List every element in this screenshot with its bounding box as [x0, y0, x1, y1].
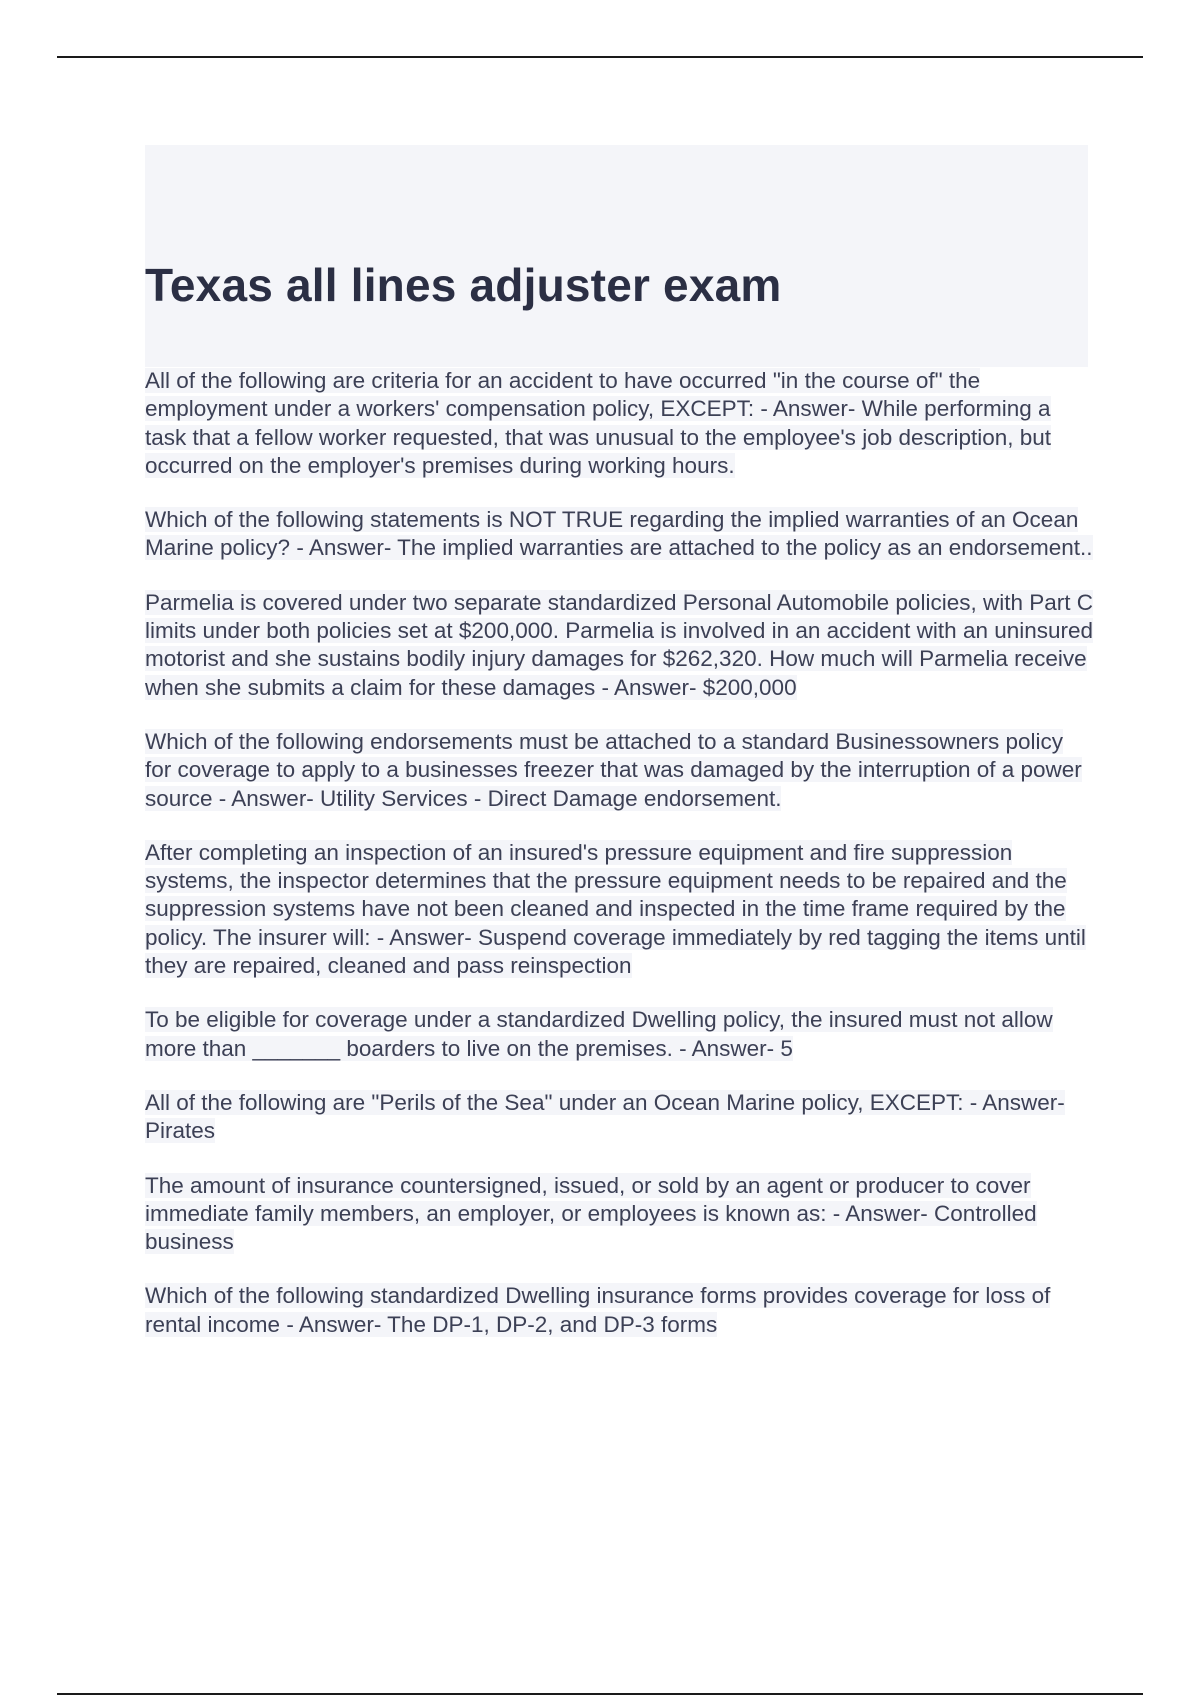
qa-item	[145, 589, 1095, 702]
qa-item	[145, 1006, 1095, 1063]
qa-text: All of the following are "Perils of the Sea" under an Ocean Marine policy, EXCEPT: - Answer- Pirates	[145, 1089, 1065, 1144]
qa-text: After completing an inspection of an insured's pressure equipment and fire suppression systems, the inspector determines that the pressure equipment needs to be repaired and the suppression systems have not been cleaned and inspected in the time frame required by the policy. The insurer will: - Answer- Suspend coverage immediately by red tagging the items until they are repaired, cleaned and pass reinspection	[145, 839, 1086, 979]
top-rule	[57, 56, 1143, 58]
document-title: Texas all lines adjuster exam	[145, 259, 782, 311]
qa-text: All of the following are criteria for an accident to have occurred "in the course of" the employment under a workers' compensation policy, EXCEPT: - Answer- While performing a task that a fellow worker requested, that was unusual to the employee's job description, but occurred on the employer's premises during working hours.	[145, 368, 1052, 478]
qa-text: Which of the following endorsements must be attached to a standard Businessowners policy for coverage to apply to a businesses freezer that was damaged by the interruption of a power source - Answer- Utility Services - Direct Damage endorsement.	[145, 728, 1082, 811]
qa-text: To be eligible for coverage under a standardized Dwelling policy, the insured must not allow more than _______ boarders to live on the premises. - Answer- 5	[145, 1007, 1053, 1061]
title-block	[145, 145, 1088, 367]
qa-item	[145, 1282, 1095, 1339]
qa-item	[145, 1089, 1095, 1146]
qa-text: Which of the following standardized Dwelling insurance forms provides coverage for loss of rental income - Answer- The DP-1, DP-2, and DP-3 forms	[145, 1283, 1051, 1337]
qa-item	[145, 1172, 1095, 1257]
qa-item	[145, 839, 1095, 980]
qa-text: Parmelia is covered under two separate standardized Personal Automobile policies, with Part C limits under both policies set at $200,000. Parmelia is involved in an accident with an uninsured motorist and she sustains bodily injury damages for $262,320. How much will Parmelia receive when she submits a claim for these damages - Answer- $200,000	[145, 589, 1094, 700]
qa-item	[145, 367, 1095, 480]
qa-text: Which of the following statements is NOT TRUE regarding the implied warranties of an Ocean Marine policy? - Answer- The implied warranties are attached to the policy as an endorsement..	[145, 507, 1093, 561]
bottom-rule	[57, 1693, 1143, 1695]
qa-text: The amount of insurance countersigned, issued, or sold by an agent or producer to cover immediate family members, an employer, or employees is known as: - Answer- Controlled business	[145, 1172, 1037, 1255]
qa-item	[145, 506, 1095, 563]
qa-list	[145, 367, 1095, 1365]
qa-item	[145, 728, 1095, 813]
